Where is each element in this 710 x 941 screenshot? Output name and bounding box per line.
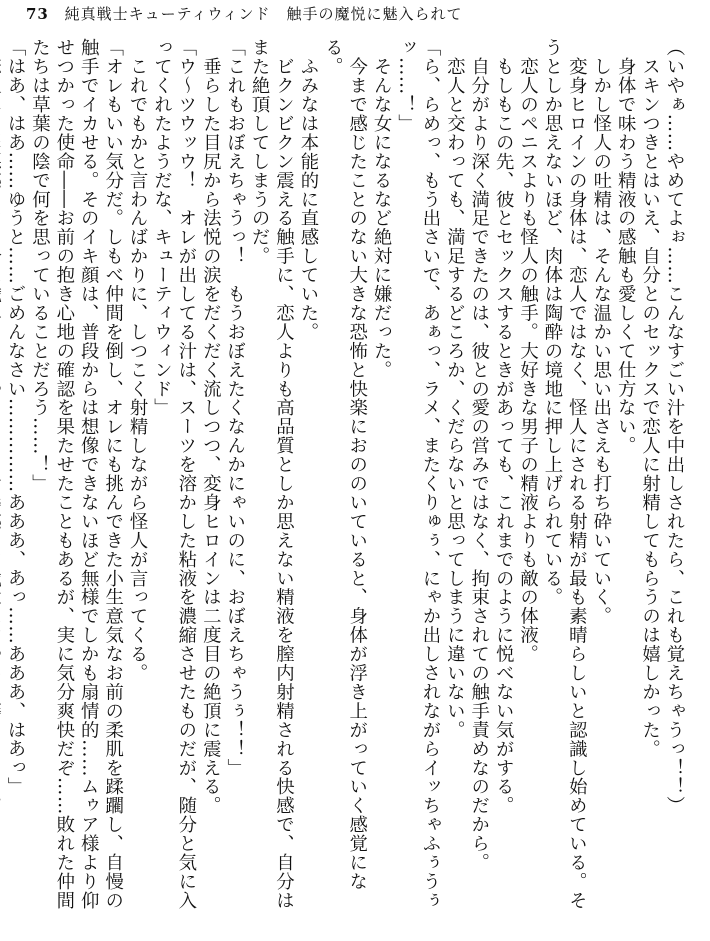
text-line: 「ら、らめっ、もう出さいで、あぁっ、ラメ、またくりゅぅ、にゃか出しされながらイッちゃふぅうぅッ……！」 xyxy=(395,38,441,910)
text-line: 自分がより深く満足できたのは、彼との愛の営みではなく、拘束されての触手責めなのだから。 xyxy=(468,38,490,872)
text-line: ふみなは本能的に直感していた。 xyxy=(297,38,319,342)
text-line: 今まで感じたことのない大きな恐怖と快楽におののいていると、身体が浮き上がっていく感覚になる。 xyxy=(322,38,368,891)
page-number: 73 xyxy=(26,5,49,23)
running-title: 純真戦士キューティウィンド 触手の魔悦に魅入られて xyxy=(64,5,463,23)
text-line: （いやぁ……やめてよぉ……こんなすごい汁を中出しされたら、これも覚えちゃうっ！！） xyxy=(664,38,685,815)
text-line: 恋人と交わっても、満足するどころか、くだらないと思ってしまうに違いない。 xyxy=(444,38,466,740)
text-line: 身体で味わう精液の感触も愛しくて仕方ない。 xyxy=(615,38,637,455)
text-line: もしもこの先、彼とセックスするときがあっても、これまでのように悦べない気がする。 xyxy=(493,38,515,815)
text-line: 「ウ～ツウッウ！ オレが出してる汁は、スーツを溶かした粘液を濃縮させたものだが、随分と気に入ってくれたようだな、キューティウィンド」 xyxy=(151,38,197,910)
text-line: しかし怪人の吐精は、そんな温かい思い出さえも打ち砕いていく。 xyxy=(590,38,612,626)
text-line: 恋人のペニスよりも怪人の触手。大好きな男子の精液よりも敵の体液。 xyxy=(517,38,539,664)
text-line: ビクンビクン震える触手に、恋人よりも高品質としか思えない精液を膣内射精される快感で、自分はまた絶頂してしまうのだ。 xyxy=(249,38,295,910)
text-line xyxy=(0,38,3,928)
text-line: 「オレもいい気分だ。しもべ仲間を倒し、オレにも挑んできた小生意気なお前の柔肌を蹂躙し、自慢の触手でイカせる。そのイキ顔は、普段からは想像できないほど無様でしかも扇情的……ムゥア様より仰せつかった使命――お前の抱き心地の確認を果たせたこともあるが、実に気分爽快だぞ……敗れた仲間たちは草葉の陰で何を思っていることだろう……！」 xyxy=(29,38,124,910)
text-line: 「はあ、はあ……ゆうと……ごめんなさい……………あああ、あっ……あああ、はあっ」 xyxy=(5,38,27,796)
text-line: 「これもおぼえちゃうっ！ もうおぼえたくなんかにゃいのに、おぼえちゃうぅ！！」 xyxy=(224,38,246,778)
body-text xyxy=(5,38,686,928)
page-header xyxy=(26,3,463,24)
text-line: 変身ヒロインの身体は、恋人ではなく、怪人にされる射精が最も素晴らしいと認識し始めている。そうとしか思えないほど、肉体は陶酔の境地に押し上げられている。 xyxy=(541,38,588,910)
text-line: そんな女になるなど絶対に嫌だった。 xyxy=(371,38,393,380)
text-line: スキンつきとはいえ、自分とのセックスで恋人に射精してもらうのは嬉しかった。 xyxy=(639,38,661,759)
text-line: 垂らした目尻から法悦の涙をだくだく流しつつ、変身ヒロインは二度目の絶頂に震える。 xyxy=(200,38,222,815)
text-line: これでもかと言わんばかりに、しつこく射精しながら怪人が言ってくる。 xyxy=(127,38,149,683)
